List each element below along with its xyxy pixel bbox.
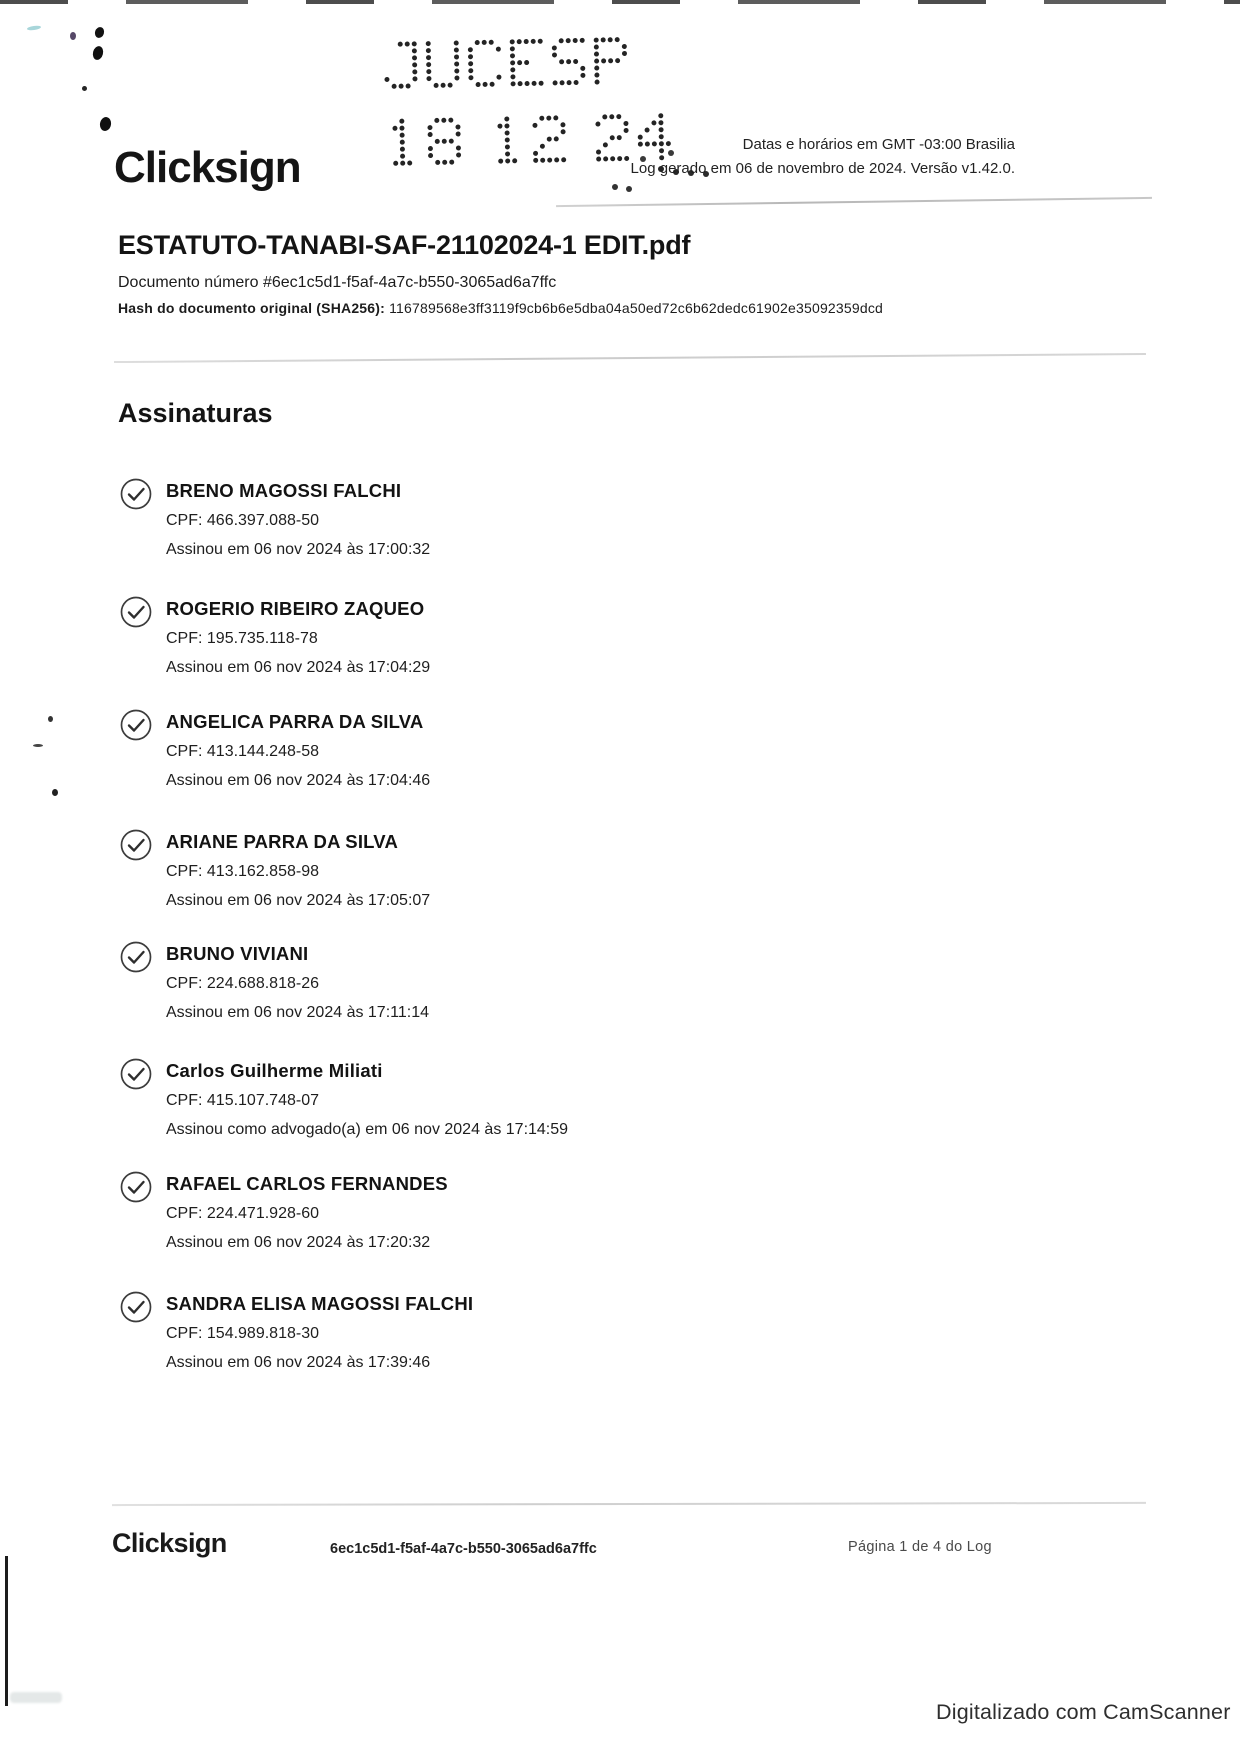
jucesp-stamp xyxy=(384,42,387,168)
signature-entry xyxy=(118,598,926,677)
signatures-heading: Assinaturas xyxy=(118,398,273,428)
check-circle-icon xyxy=(118,1169,154,1205)
signer-name: SANDRA ELISA MAGOSSI FALCHI xyxy=(166,1293,474,1314)
signer-signed-at: Assinou em 06 nov 2024 às 17:20:32 xyxy=(166,1234,431,1251)
document-number-label: Documento número xyxy=(118,274,259,291)
signature-entry xyxy=(118,1173,926,1252)
scan-speck xyxy=(52,789,58,796)
stamp-line-date xyxy=(385,119,386,168)
signer-signed-at: Assinou em 06 nov 2024 às 17:05:07 xyxy=(166,892,431,909)
signature-entry xyxy=(118,480,926,559)
check-circle-icon xyxy=(118,594,154,630)
scan-speck xyxy=(99,116,112,132)
signature-entry xyxy=(118,1293,926,1372)
stamp-line-jucesp xyxy=(384,42,385,91)
signer-signed-at: Assinou em 06 nov 2024 às 17:39:46 xyxy=(166,1354,431,1371)
timezone-note: Datas e horários em GMT -03:00 Brasilia xyxy=(742,136,1015,153)
camscanner-watermark: Digitalizado com CamScanner xyxy=(936,1700,1231,1724)
scan-speck xyxy=(27,25,41,31)
check-circle-icon xyxy=(118,939,154,975)
signer-signed-at: Assinou como advogado(a) em 06 nov 2024 às 17:14:59 xyxy=(166,1121,569,1138)
signer-name: ANGELICA PARRA DA SILVA xyxy=(166,711,424,732)
document-number-value: #6ec1c5d1-f5af-4a7c-b550-3065ad6a7ffc xyxy=(262,274,557,291)
signer-name: ARIANE PARRA DA SILVA xyxy=(166,831,399,852)
check-circle-icon xyxy=(118,1289,154,1325)
scan-speck xyxy=(91,45,104,61)
signer-cpf: CPF: 413.162.858-98 xyxy=(166,863,319,880)
header-divider xyxy=(556,197,1152,207)
signer-name: ROGERIO RIBEIRO ZAQUEO xyxy=(166,598,425,619)
signer-cpf: CPF: 413.144.248-58 xyxy=(166,743,319,760)
signer-cpf: CPF: 415.107.748-07 xyxy=(166,1092,319,1109)
signer-name: Carlos Guilherme Miliati xyxy=(166,1060,383,1081)
document-hash-value: 116789568e3ff3119f9cb6b6e5dba04a50ed72c6b62dedc61902e35092359dcd xyxy=(389,300,884,316)
signer-cpf: CPF: 195.735.118-78 xyxy=(166,630,318,647)
check-circle-icon xyxy=(118,827,154,863)
document-info-divider xyxy=(114,353,1146,363)
signer-cpf: CPF: 224.471.928-60 xyxy=(166,1205,319,1222)
signature-entry xyxy=(118,943,926,1022)
check-circle-icon xyxy=(118,707,154,743)
footer-document-id: 6ec1c5d1-f5af-4a7c-b550-3065ad6a7ffc xyxy=(330,1541,597,1557)
check-circle-icon xyxy=(118,1056,154,1092)
signer-signed-at: Assinou em 06 nov 2024 às 17:00:32 xyxy=(166,541,431,558)
signer-signed-at: Assinou em 06 nov 2024 às 17:11:14 xyxy=(166,1004,429,1021)
scan-speck xyxy=(94,26,106,39)
scan-speck xyxy=(33,744,43,747)
footer-page-label: Página 1 de 4 do Log xyxy=(848,1539,992,1555)
scan-smudge xyxy=(10,1692,62,1703)
signer-name: BRUNO VIVIANI xyxy=(166,943,309,964)
signature-entry xyxy=(118,1060,926,1139)
document-number-line xyxy=(118,274,556,292)
signer-signed-at: Assinou em 06 nov 2024 às 17:04:29 xyxy=(166,659,431,676)
document-hash-label: Hash do documento original (SHA256): xyxy=(118,300,385,316)
signer-cpf: CPF: 224.688.818-26 xyxy=(166,975,319,992)
signature-entry xyxy=(118,831,926,910)
scan-artifact-top-edge xyxy=(0,0,1240,4)
document-title: ESTATUTO-TANABI-SAF-21102024-1 EDIT.pdf xyxy=(118,230,691,260)
log-generated-note: Log gerado em 06 de novembro de 2024. Versão v1.42.0. xyxy=(630,160,1015,177)
signer-cpf: CPF: 466.397.088-50 xyxy=(166,512,319,529)
document-hash-line xyxy=(118,300,883,316)
scan-speck xyxy=(82,86,87,91)
scan-artifact-left-edge xyxy=(5,1556,8,1706)
footer-clicksign-logo: Clicksign xyxy=(112,1528,227,1558)
signer-signed-at: Assinou em 06 nov 2024 às 17:04:46 xyxy=(166,772,431,789)
signer-cpf: CPF: 154.989.818-30 xyxy=(166,1325,319,1342)
footer-divider xyxy=(112,1502,1146,1506)
signer-name: RAFAEL CARLOS FERNANDES xyxy=(166,1173,448,1194)
scan-speck xyxy=(70,32,76,40)
scan-speck xyxy=(48,716,53,722)
clicksign-logo: Clicksign xyxy=(114,143,301,192)
check-circle-icon xyxy=(118,476,154,512)
signature-entry xyxy=(118,711,926,790)
signer-name: BRENO MAGOSSI FALCHI xyxy=(166,480,402,501)
